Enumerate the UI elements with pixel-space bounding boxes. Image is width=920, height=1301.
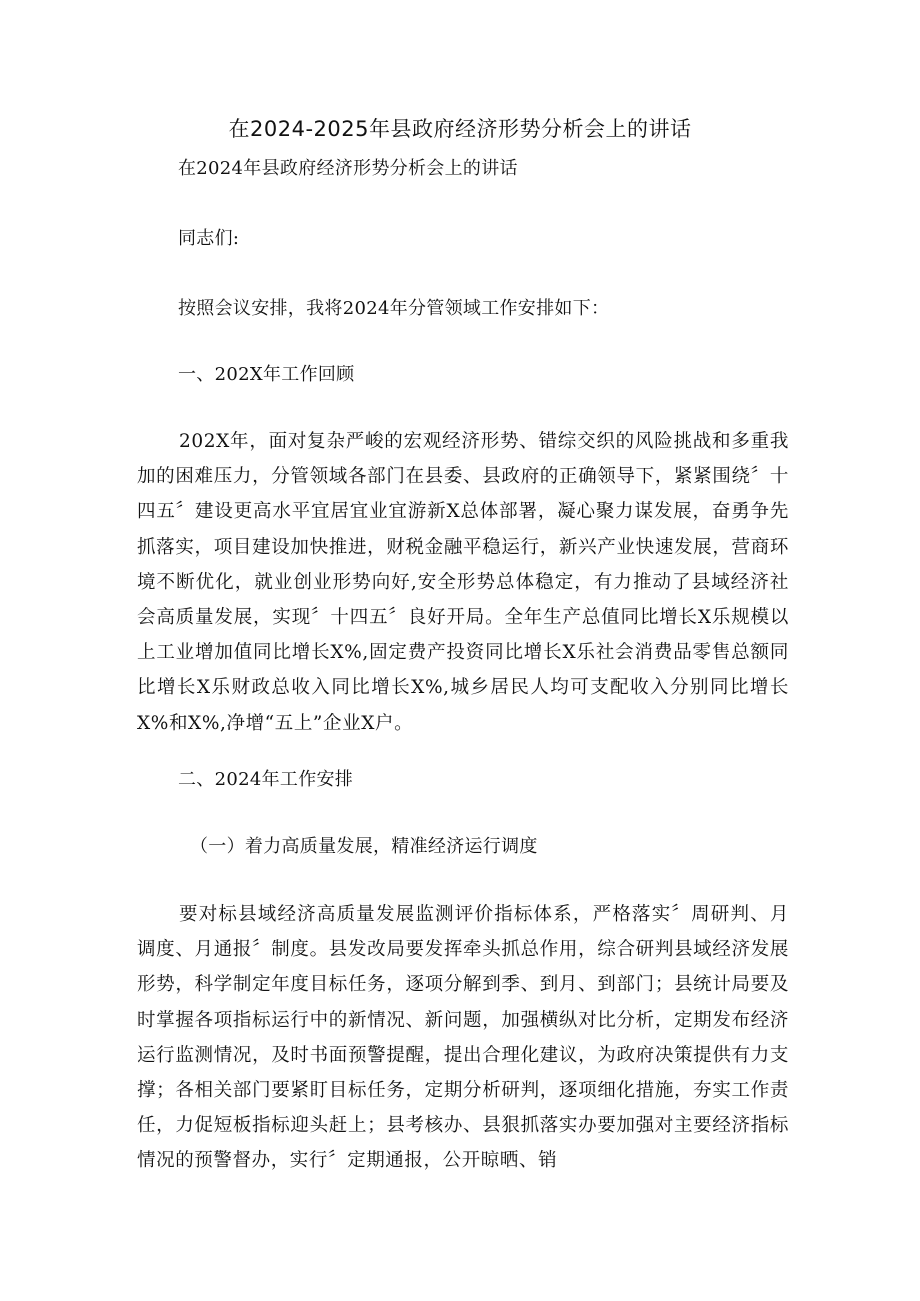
- section-heading-plan: 二、2024年工作安排: [178, 769, 354, 790]
- salutation: 同志们:: [178, 228, 240, 249]
- document-subtitle: 在2024年县政府经济形势分析会上的讲话: [178, 158, 518, 179]
- economy-paragraph: 要对标县域经济高质量发展监测评价指标体系，严格落实〞周研判、月调度、月通报〞制度。县发改局要发挥牵头抓总作用，综合研判县域经济发展形势，科学制定年度目标任务，逐项分解到季、到月、到部门；县统计局要及时掌握各项指标运行中的新情况、新问题，加强横纵对比分析，定期发布经济运行监测情况，及时书面预警提醒，提出合理化建议，为政府决策提供有力支撑；各相关部门要紧盯目标任务，定期分析研判，逐项细化措施，夯实工作责任，力促短板指标迎头赶上；县考核办、县狠抓落实办要加强对主要经济指标情况的预警督办，实行〞定期通报，公开晾晒、销: [137, 904, 789, 1172]
- intro-paragraph: 按照会议安排，我将2024年分管领域工作安排如下：: [178, 298, 610, 319]
- review-paragraph: 202X年，面对复杂严峻的宏观经济形势、错综交织的风险挑战和多重我加的困难压力，分管领域各部门在县委、县政府的正确领导下，紧紧围绕〞十四五〞建设更高水平宜居宜业宜游新X总体部署，凝心聚力谋发展，奋勇争先抓落实，项目建设加快推进，财税金融平稳运行，新兴产业快速发展，营商环境不断优化，就业创业形势向好,安全形势总体稳定，有力推动了县域经济社会高质量发展，实现〞十四五〞良好开局。全年生产总值同比增长X乐规模以上工业增加值同比增长X%,固定费产投资同比增长X乐社会消费品零售总额同比增长X乐财政总收入同比增长X%,城乡居民人均可支配收入分别同比增长X%和X%,净增“五上”企业X户。: [137, 431, 789, 734]
- section-heading-review: 一、202X年工作回顾: [178, 364, 355, 385]
- document-title: 在2024-2025年县政府经济形势分析会上的讲话: [228, 117, 692, 141]
- subsection-heading-economy: （一）着力高质量发展，精准经济运行调度: [190, 836, 538, 857]
